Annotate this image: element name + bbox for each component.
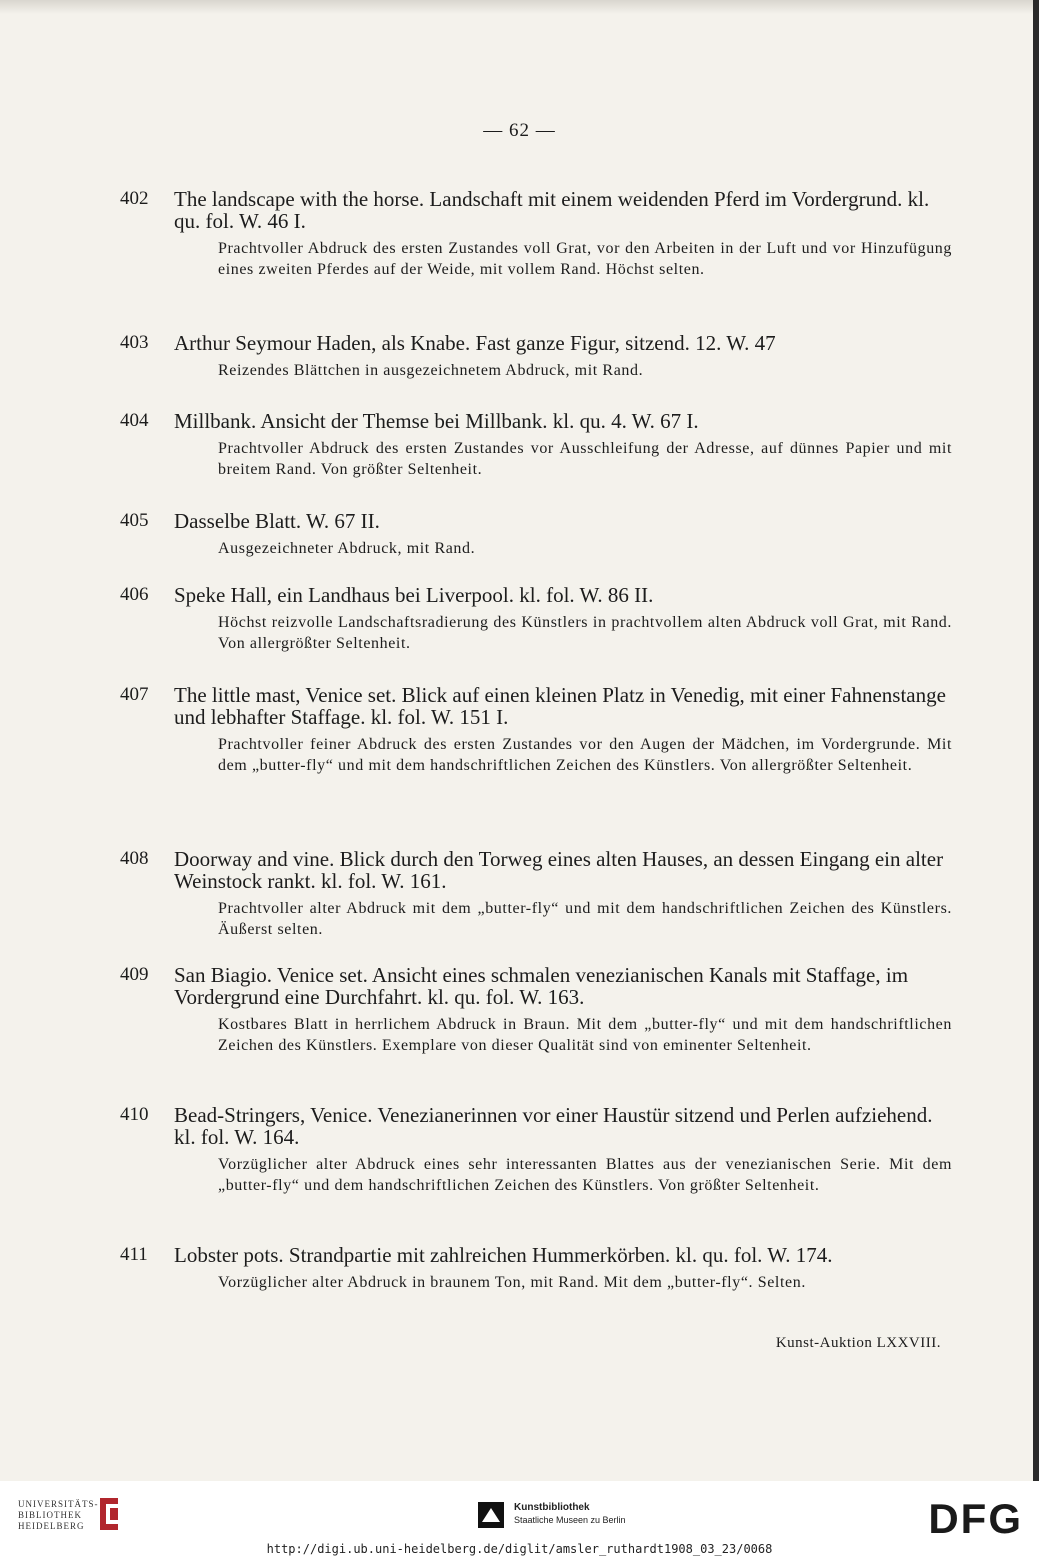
entry-number: 402: [120, 188, 149, 209]
entry-number: 404: [120, 410, 149, 431]
catalog-entry: [120, 684, 952, 776]
entry-title-line: [120, 584, 952, 606]
entry-title-line: [120, 684, 952, 728]
entry-title-line: [120, 510, 952, 532]
kunstbibliothek-logo-icon: [478, 1502, 504, 1528]
entry-description: Reizendes Blättchen in ausgezeichnetem Abdruck, mit Rand.: [218, 362, 644, 379]
dfg-logo[interactable]: DFG: [928, 1495, 1023, 1542]
entry-number: 410: [120, 1104, 149, 1125]
entry-title: Dasselbe Blatt. W. 67 II.: [174, 509, 380, 533]
viewer-footer: [0, 1481, 1039, 1559]
kunstbibliothek-subtitle: Staatliche Museen zu Berlin: [514, 1515, 626, 1525]
scan-edge: [0, 0, 1033, 14]
entry-number: 408: [120, 848, 149, 869]
university-emblem-icon: [96, 1494, 122, 1534]
entry-number: 407: [120, 684, 149, 705]
catalog-entry: [120, 848, 952, 940]
entry-number: 403: [120, 332, 149, 353]
entry-title-line: [120, 1104, 952, 1148]
entry-description: Prachtvoller alter Abdruck mit dem „butter-fly“ und mit dem handschriftlichen Zeichen des Künstlers. Äußerst selten.: [218, 900, 952, 938]
kunstbibliothek-label[interactable]: [514, 1501, 626, 1526]
entry-number: 406: [120, 584, 149, 605]
catalog-entry: [120, 964, 952, 1056]
permalink-url[interactable]: http://digi.ub.uni-heidelberg.de/diglit/amsler_ruthardt1908_03_23/0068: [266, 1542, 773, 1556]
catalog-entry: [120, 332, 952, 381]
entry-title: Lobster pots. Strandpartie mit zahlreichen Hummerkörben. kl. qu. fol. W. 174.: [174, 1243, 833, 1267]
entry-title: Arthur Seymour Haden, als Knabe. Fast ganze Figur, sitzend. 12. W. 47: [174, 331, 776, 355]
entry-description: Vorzüglicher alter Abdruck eines sehr interessanten Blattes aus der venezianischen Serie. Mit dem „butter-fly“ und dem handschriftlichen Zeichen des Künstlers. Von größter Seltenheit.: [218, 1156, 952, 1194]
entry-title: Speke Hall, ein Landhaus bei Liverpool. kl. fol. W. 86 II.: [174, 583, 654, 607]
entry-description: Kostbares Blatt in herrlichem Abdruck in Braun. Mit dem „butter-fly“ und mit dem handschriftlichen Zeichen des Künstlers. Exemplare von dieser Qualität sind von eminenter Seltenheit.: [218, 1016, 952, 1054]
entry-title-line: [120, 964, 952, 1008]
entry-title-line: [120, 410, 952, 432]
entry-description: Prachtvoller feiner Abdruck des ersten Zustandes vor den Augen der Mädchen, im Vordergrunde. Mit dem „butter-fly“ und mit dem handschriftlichen Zeichen des Künstlers. Von allergrößter Seltenheit.: [218, 736, 952, 774]
entry-description: Prachtvoller Abdruck des ersten Zustandes vor Ausschleifung der Adresse, auf dünnes Papier und mit breitem Rand. Von größter Seltenheit.: [218, 440, 952, 478]
catalog-entry: [120, 1244, 952, 1293]
university-line: UNIVERSITÄTS-: [18, 1499, 99, 1509]
entry-title: Bead-Stringers, Venice. Venezianerinnen vor einer Haustür sitzend und Perlen aufziehend. kl. fol. W. 164.: [174, 1103, 933, 1149]
catalog-entry: [120, 584, 952, 654]
university-line: BIBLIOTHEK: [18, 1510, 82, 1520]
kunstbibliothek-title: Kunstbibliothek: [514, 1502, 590, 1513]
entry-number: 409: [120, 964, 149, 985]
entry-description: Vorzüglicher alter Abdruck in braunem Ton, mit Rand. Mit dem „butter-fly“. Selten.: [218, 1274, 806, 1291]
catalog-entry: [120, 410, 952, 480]
entry-title-line: [120, 848, 952, 892]
footer-signature: Kunst-Auktion LXXVIII.: [775, 1335, 941, 1351]
entry-number: 405: [120, 510, 149, 531]
catalog-entry: [120, 1104, 952, 1196]
entry-title: The landscape with the horse. Landschaft mit einem weidenden Pferd im Vordergrund. kl. qu. fol. W. 46 I.: [174, 187, 930, 233]
entry-title: Doorway and vine. Blick durch den Torweg eines alten Hauses, an dessen Eingang ein alter Weinstock rankt. kl. fol. W. 161.: [174, 847, 944, 893]
entry-title-line: [120, 188, 952, 232]
entry-description: Ausgezeichneter Abdruck, mit Rand.: [218, 540, 476, 557]
university-library-logo[interactable]: [18, 1499, 99, 1532]
entry-description: Höchst reizvolle Landschaftsradierung des Künstlers in prachtvollem alten Abdruck voll Grat, mit Rand. Von allergrößter Seltenheit.: [218, 614, 952, 652]
entry-number: 411: [120, 1244, 148, 1265]
entry-title-line: [120, 332, 952, 354]
catalog-entry: [120, 510, 952, 559]
entry-title: The little mast, Venice set. Blick auf einen kleinen Platz in Venedig, mit einer Fahnenstange und lebhafter Staffage. kl. fol. W. 151 I.: [174, 683, 946, 729]
page-number: — 62 —: [483, 120, 556, 141]
university-line: HEIDELBERG: [18, 1521, 85, 1531]
entry-title-line: [120, 1244, 952, 1266]
entry-title: San Biagio. Venice set. Ansicht eines schmalen venezianischen Kanals mit Staffage, im Vordergrund eine Durchfahrt. kl. qu. fol. W. 163.: [174, 963, 909, 1009]
entry-description: Prachtvoller Abdruck des ersten Zustandes voll Grat, vor den Arbeiten in der Luft und vor Hinzufügung eines zweiten Pferdes auf der Weide, mit vollem Rand. Höchst selten.: [218, 240, 952, 278]
entry-title: Millbank. Ansicht der Themse bei Millbank. kl. qu. 4. W. 67 I.: [174, 409, 699, 433]
catalog-entry: [120, 188, 952, 280]
